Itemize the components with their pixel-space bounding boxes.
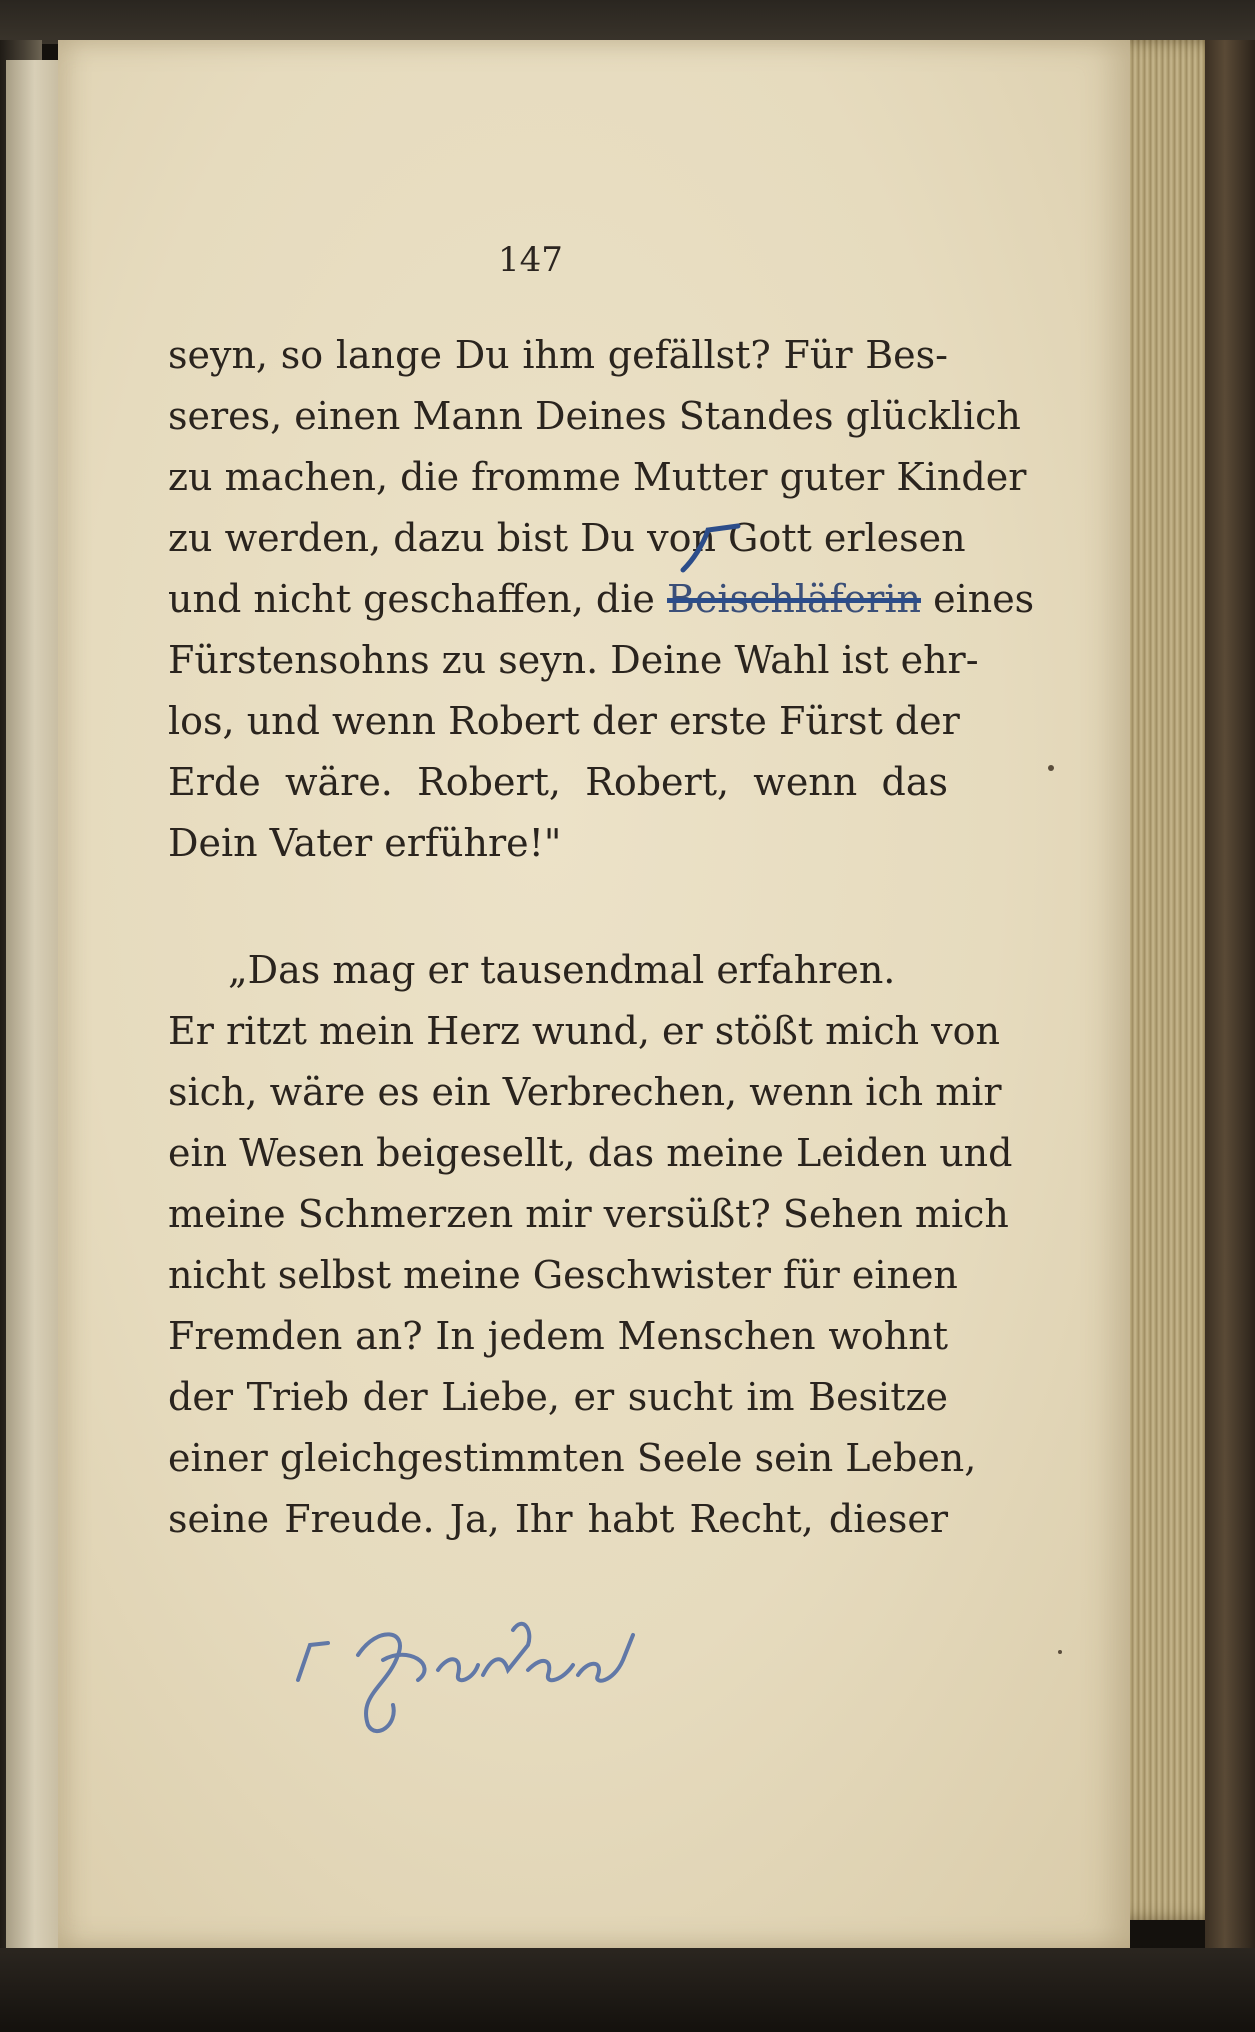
text-line: nicht selbst meine Geschwister für einen	[168, 1253, 958, 1297]
text-line: seine Freude. Ja, Ihr habt Recht, dieser	[168, 1497, 948, 1541]
text-fragment: eines	[933, 577, 1035, 621]
text-line: Dein Vater erführe!"	[168, 821, 562, 865]
facing-page-edge	[6, 60, 60, 1960]
handwritten-annotation	[288, 1585, 668, 1745]
paragraph-2	[168, 940, 1013, 1550]
text-line: ein Wesen beigesellt, das meine Leiden und	[168, 1131, 1013, 1175]
paper-speck	[1048, 765, 1054, 771]
book-cover-edge	[1205, 40, 1255, 1960]
paragraph-1	[168, 325, 1035, 874]
book-bottom-edge	[0, 1948, 1255, 2032]
text-line: Er ritzt mein Herz wund, er stößt mich von	[168, 1009, 1000, 1053]
page-number: 147	[498, 240, 563, 280]
book-top-edge	[0, 0, 1255, 44]
text-line: meine Schmerzen mir versüßt? Sehen mich	[168, 1192, 1009, 1236]
text-line: los, und wenn Robert der erste Fürst der	[168, 699, 960, 743]
text-fragment: und nicht geschaffen, die	[168, 577, 655, 621]
text-line: sich, wäre es ein Verbrechen, wenn ich mir	[168, 1070, 1002, 1114]
book-page	[58, 40, 1130, 1948]
pen-correction-mark	[678, 520, 748, 580]
text-line: „Das mag er tausendmal erfahren.	[228, 948, 896, 992]
text-line: einer gleichgestimmten Seele sein Leben,	[168, 1436, 977, 1480]
struck-word: Beischläferin	[667, 577, 921, 621]
paper-speck	[1058, 1650, 1062, 1654]
text-line: zu machen, die fromme Mutter guter Kinder	[168, 455, 1027, 499]
text-line: Erde wäre. Robert, Robert, wenn das	[168, 760, 948, 804]
text-line-with-strike	[168, 569, 1035, 630]
text-line: seyn, so lange Du ihm gefällst? Für Bes-	[168, 333, 948, 377]
text-line: Fremden an? In jedem Menschen wohnt	[168, 1314, 948, 1358]
text-line: Fürstensohns zu seyn. Deine Wahl ist ehr-	[168, 638, 979, 682]
text-line: seres, einen Mann Deines Standes glücklich	[168, 394, 1021, 438]
text-line: der Trieb der Liebe, er sucht im Besitze	[168, 1375, 948, 1419]
text-line: zu werden, dazu bist Du von Gott erlesen	[168, 516, 966, 560]
